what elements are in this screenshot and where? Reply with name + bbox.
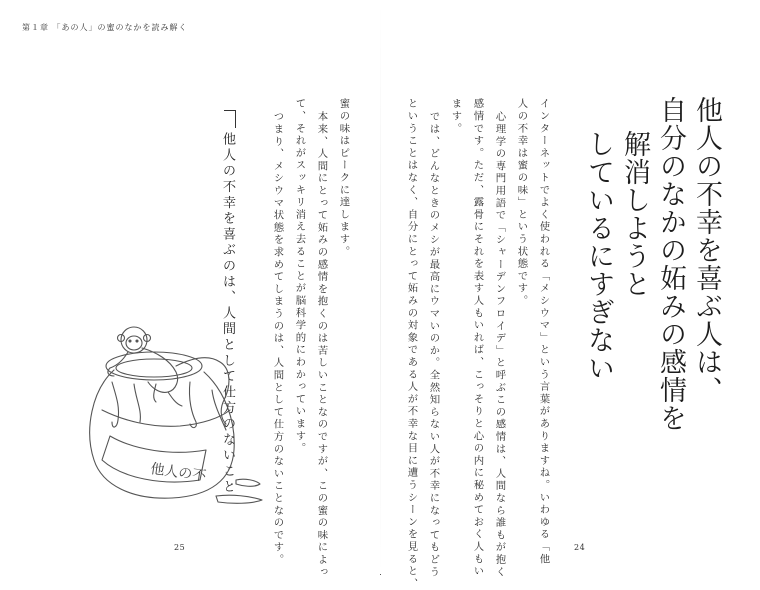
body-line: 蜜の味はピークに達します。 — [337, 98, 350, 258]
quote-bracket — [224, 110, 236, 128]
body-line: て、それがスッキリ消え去ることが脳科学的にわかっています。 — [293, 98, 306, 455]
jar-label: 他人の不 — [149, 461, 208, 485]
body-line: 人の不幸は蜜の味」という状態です。 — [515, 98, 528, 308]
page-fold-mark — [380, 574, 381, 575]
body-line: つまり、メシウマ状態を求めてしまうのは、人間として仕方のないことなのです。 — [271, 111, 284, 567]
pull-quote: 他人の不幸を喜ぶのは、人間として仕方のないこと — [220, 132, 235, 496]
title-line-1: 他人の不幸を喜ぶ人は、 — [691, 96, 722, 404]
body-line: 心理学の専門用語で「シャーデンフロイデ」と呼ぶこの感情は、人間なら誰もが抱く — [493, 111, 506, 579]
title-line-4: しているにすぎない — [583, 130, 614, 382]
body-line: インターネットでよく使われる「メシウマ」という言葉がありますね。いわゆる「他 — [537, 98, 550, 566]
body-line: ということはなく、自分にとって妬みの対象である人が不幸な目に遭うシーンを見ると、 — [405, 98, 418, 590]
body-line: では、どんなときのメシが最高にウマいのか。全然知らない人が不幸になってもどう — [427, 111, 440, 579]
page-number-right: 24 — [574, 543, 586, 552]
page-gutter — [380, 0, 381, 577]
body-line: 本来、人間にとって妬みの感情を抱くのは苦しいことなのですが、この蜜の味によっ — [315, 111, 328, 579]
title-line-3: 解消しようと — [619, 130, 650, 298]
body-line: ます。 — [449, 98, 462, 135]
page-number-left: 25 — [174, 543, 186, 552]
chapter-header: 第１章 「あの人」の蜜のなかを読み解く — [22, 23, 188, 32]
title-line-2: 自分のなかの妬みの感情を — [655, 96, 686, 432]
monkey-honey-jar-illustration — [72, 310, 272, 510]
body-line: 感情です。ただ、露骨にそれを表す人もいれば、こっそりと心の内に秘めておく人もい — [471, 98, 484, 578]
